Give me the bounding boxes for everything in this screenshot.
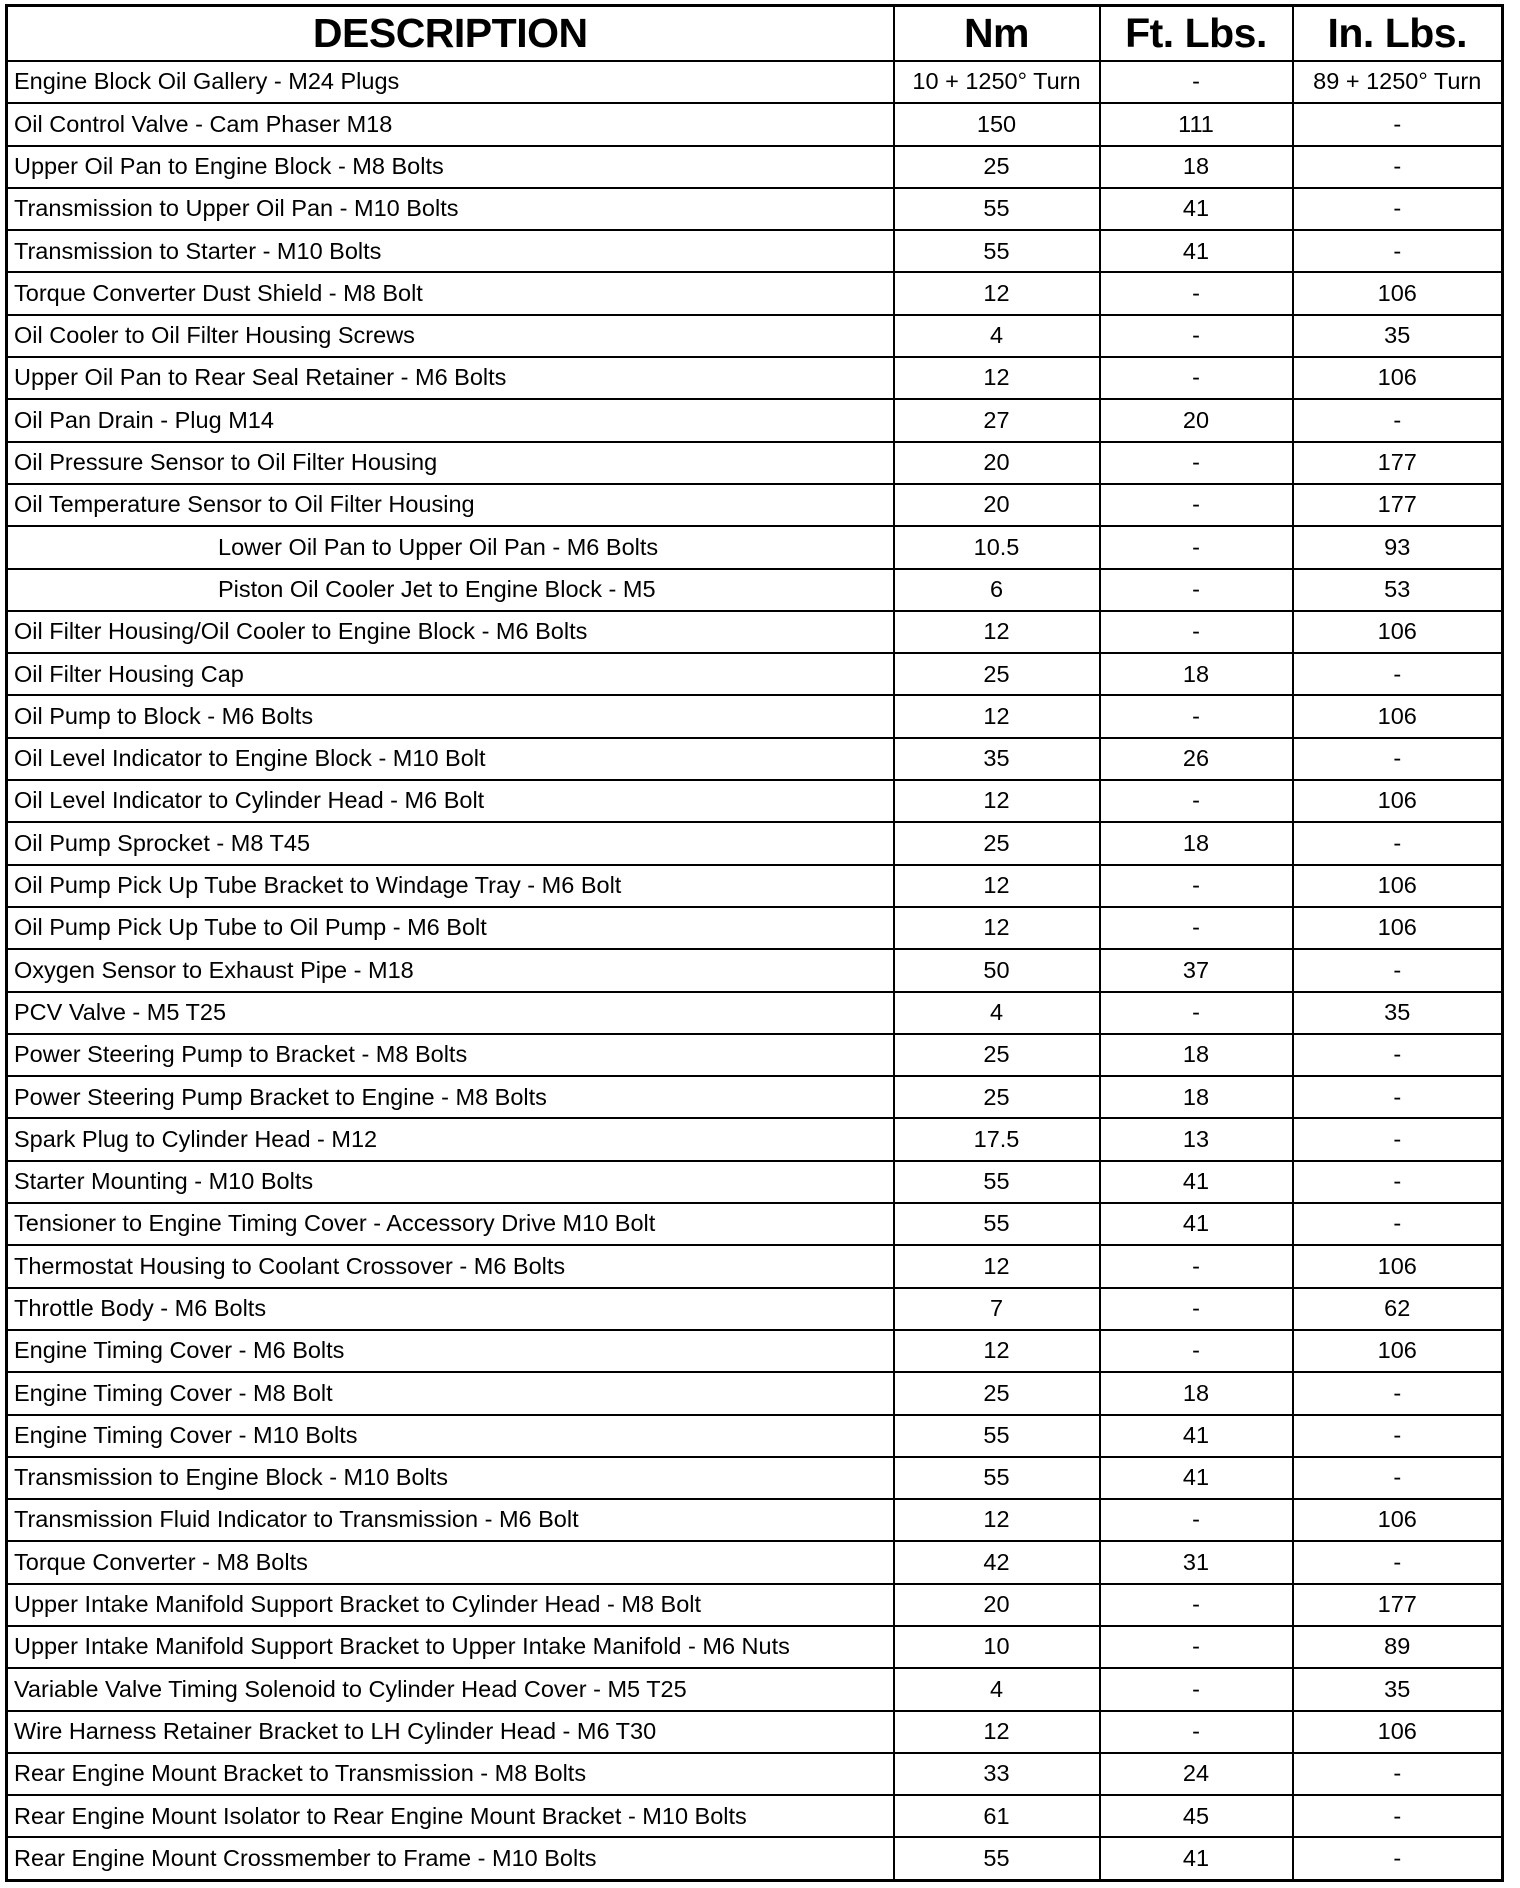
cell-nm: 25 [894, 653, 1100, 695]
cell-ft-lbs: - [1100, 484, 1293, 526]
cell-in-lbs: - [1293, 1457, 1503, 1499]
header-description: DESCRIPTION [7, 6, 894, 62]
table-row [7, 146, 1503, 188]
cell-ft-lbs: 41 [1100, 1415, 1293, 1457]
cell-description: Oil Pump Pick Up Tube to Oil Pump - M6 Bolt [7, 907, 894, 949]
cell-ft-lbs: 18 [1100, 146, 1293, 188]
cell-ft-lbs: - [1100, 1668, 1293, 1710]
cell-nm: 25 [894, 1372, 1100, 1414]
cell-description: Starter Mounting - M10 Bolts [7, 1161, 894, 1203]
cell-ft-lbs: - [1100, 865, 1293, 907]
table-row [7, 822, 1503, 864]
table-row [7, 1203, 1503, 1245]
cell-nm: 55 [894, 1161, 1100, 1203]
cell-ft-lbs: 26 [1100, 738, 1293, 780]
table-row [7, 357, 1503, 399]
cell-in-lbs: 89 [1293, 1626, 1503, 1668]
cell-ft-lbs: 111 [1100, 103, 1293, 145]
cell-ft-lbs: 24 [1100, 1753, 1293, 1795]
cell-description: Spark Plug to Cylinder Head - M12 [7, 1118, 894, 1160]
cell-nm: 12 [894, 357, 1100, 399]
table-row [7, 611, 1503, 653]
cell-nm: 12 [894, 865, 1100, 907]
cell-ft-lbs: - [1100, 1584, 1293, 1626]
cell-nm: 12 [894, 272, 1100, 314]
table-row [7, 1541, 1503, 1583]
cell-ft-lbs: - [1100, 780, 1293, 822]
table-row [7, 188, 1503, 230]
cell-description: Oil Level Indicator to Engine Block - M10 Bolt [7, 738, 894, 780]
table-row [7, 1118, 1503, 1160]
cell-description: Engine Timing Cover - M6 Bolts [7, 1330, 894, 1372]
cell-description: Oil Pump to Block - M6 Bolts [7, 695, 894, 737]
cell-ft-lbs: - [1100, 1245, 1293, 1287]
table-row [7, 1415, 1503, 1457]
cell-description: Transmission to Engine Block - M10 Bolts [7, 1457, 894, 1499]
torque-spec-table [5, 4, 1504, 1882]
cell-nm: 27 [894, 399, 1100, 441]
cell-in-lbs: - [1293, 653, 1503, 695]
table-row [7, 1372, 1503, 1414]
cell-in-lbs: - [1293, 399, 1503, 441]
cell-in-lbs: 106 [1293, 357, 1503, 399]
cell-nm: 35 [894, 738, 1100, 780]
cell-in-lbs: 62 [1293, 1288, 1503, 1330]
cell-description: Torque Converter - M8 Bolts [7, 1541, 894, 1583]
table-row [7, 1837, 1503, 1880]
cell-nm: 42 [894, 1541, 1100, 1583]
cell-nm: 12 [894, 1499, 1100, 1541]
cell-in-lbs: - [1293, 1837, 1503, 1880]
cell-description: Upper Oil Pan to Rear Seal Retainer - M6 Bolts [7, 357, 894, 399]
cell-nm: 12 [894, 695, 1100, 737]
cell-nm: 20 [894, 442, 1100, 484]
cell-description: Wire Harness Retainer Bracket to LH Cylinder Head - M6 T30 [7, 1711, 894, 1753]
cell-description: Oil Control Valve - Cam Phaser M18 [7, 103, 894, 145]
cell-in-lbs: 106 [1293, 907, 1503, 949]
cell-ft-lbs: 18 [1100, 653, 1293, 695]
table-row [7, 738, 1503, 780]
cell-ft-lbs: - [1100, 1499, 1293, 1541]
cell-description: Oxygen Sensor to Exhaust Pipe - M18 [7, 949, 894, 991]
cell-in-lbs: 106 [1293, 865, 1503, 907]
cell-nm: 12 [894, 780, 1100, 822]
table-row [7, 61, 1503, 103]
cell-nm: 4 [894, 1668, 1100, 1710]
cell-description: Power Steering Pump to Bracket - M8 Bolts [7, 1034, 894, 1076]
cell-nm: 25 [894, 1034, 1100, 1076]
cell-in-lbs: 106 [1293, 695, 1503, 737]
cell-ft-lbs: 18 [1100, 1076, 1293, 1118]
cell-description: Oil Filter Housing Cap [7, 653, 894, 695]
cell-description: PCV Valve - M5 T25 [7, 992, 894, 1034]
header-row [7, 6, 1503, 62]
cell-description: Oil Filter Housing/Oil Cooler to Engine Block - M6 Bolts [7, 611, 894, 653]
table-row [7, 103, 1503, 145]
table-row [7, 1584, 1503, 1626]
cell-nm: 55 [894, 1837, 1100, 1880]
cell-nm: 12 [894, 1245, 1100, 1287]
header-in-lbs: In. Lbs. [1293, 6, 1503, 62]
cell-ft-lbs: - [1100, 61, 1293, 103]
cell-ft-lbs: 20 [1100, 399, 1293, 441]
cell-ft-lbs: - [1100, 357, 1293, 399]
cell-description: Rear Engine Mount Crossmember to Frame - M10 Bolts [7, 1837, 894, 1880]
cell-in-lbs: - [1293, 146, 1503, 188]
cell-in-lbs: 106 [1293, 1245, 1503, 1287]
cell-nm: 55 [894, 1415, 1100, 1457]
table-row [7, 992, 1503, 1034]
cell-in-lbs: 177 [1293, 484, 1503, 526]
cell-ft-lbs: - [1100, 442, 1293, 484]
cell-nm: 12 [894, 1711, 1100, 1753]
table-row [7, 230, 1503, 272]
table-row [7, 272, 1503, 314]
table-row [7, 1795, 1503, 1837]
cell-nm: 4 [894, 315, 1100, 357]
table-row [7, 1753, 1503, 1795]
table-row [7, 907, 1503, 949]
cell-description: Oil Pump Sprocket - M8 T45 [7, 822, 894, 864]
cell-ft-lbs: 18 [1100, 1034, 1293, 1076]
table-row [7, 1668, 1503, 1710]
cell-in-lbs: 35 [1293, 992, 1503, 1034]
cell-description: Throttle Body - M6 Bolts [7, 1288, 894, 1330]
cell-ft-lbs: 18 [1100, 822, 1293, 864]
cell-ft-lbs: - [1100, 695, 1293, 737]
header-nm: Nm [894, 6, 1100, 62]
cell-nm: 61 [894, 1795, 1100, 1837]
cell-in-lbs: 177 [1293, 1584, 1503, 1626]
cell-nm: 20 [894, 484, 1100, 526]
cell-nm: 17.5 [894, 1118, 1100, 1160]
cell-description: Upper Intake Manifold Support Bracket to Cylinder Head - M8 Bolt [7, 1584, 894, 1626]
table-row [7, 695, 1503, 737]
cell-nm: 10.5 [894, 526, 1100, 568]
cell-description: Oil Temperature Sensor to Oil Filter Housing [7, 484, 894, 526]
cell-description: Torque Converter Dust Shield - M8 Bolt [7, 272, 894, 314]
cell-description: Thermostat Housing to Coolant Crossover - M6 Bolts [7, 1245, 894, 1287]
cell-description: Transmission to Starter - M10 Bolts [7, 230, 894, 272]
cell-ft-lbs: - [1100, 907, 1293, 949]
table-row [7, 1330, 1503, 1372]
cell-ft-lbs: - [1100, 272, 1293, 314]
cell-description: Power Steering Pump Bracket to Engine - M8 Bolts [7, 1076, 894, 1118]
table-row [7, 653, 1503, 695]
cell-description: Transmission Fluid Indicator to Transmission - M6 Bolt [7, 1499, 894, 1541]
cell-nm: 7 [894, 1288, 1100, 1330]
cell-in-lbs: - [1293, 1541, 1503, 1583]
cell-nm: 55 [894, 230, 1100, 272]
cell-nm: 50 [894, 949, 1100, 991]
table-row [7, 949, 1503, 991]
cell-description: Oil Pressure Sensor to Oil Filter Housing [7, 442, 894, 484]
table-row [7, 442, 1503, 484]
cell-in-lbs: 89 + 1250° Turn [1293, 61, 1503, 103]
cell-description: Engine Timing Cover - M8 Bolt [7, 1372, 894, 1414]
cell-in-lbs: - [1293, 822, 1503, 864]
cell-nm: 55 [894, 1457, 1100, 1499]
cell-in-lbs: 106 [1293, 1711, 1503, 1753]
cell-nm: 10 [894, 1626, 1100, 1668]
cell-nm: 25 [894, 146, 1100, 188]
cell-in-lbs: - [1293, 1753, 1503, 1795]
cell-in-lbs: 106 [1293, 1330, 1503, 1372]
cell-ft-lbs: 41 [1100, 1837, 1293, 1880]
cell-nm: 12 [894, 907, 1100, 949]
cell-description: Variable Valve Timing Solenoid to Cylinder Head Cover - M5 T25 [7, 1668, 894, 1710]
cell-in-lbs: 93 [1293, 526, 1503, 568]
cell-ft-lbs: 45 [1100, 1795, 1293, 1837]
cell-description: Oil Pan Drain - Plug M14 [7, 399, 894, 441]
cell-nm: 55 [894, 188, 1100, 230]
table-body [7, 61, 1503, 1880]
cell-ft-lbs: 41 [1100, 1457, 1293, 1499]
cell-in-lbs: - [1293, 1118, 1503, 1160]
header-ft-lbs: Ft. Lbs. [1100, 6, 1293, 62]
cell-in-lbs: - [1293, 949, 1503, 991]
cell-in-lbs: 35 [1293, 315, 1503, 357]
cell-nm: 4 [894, 992, 1100, 1034]
cell-description: Oil Cooler to Oil Filter Housing Screws [7, 315, 894, 357]
cell-ft-lbs: 41 [1100, 1161, 1293, 1203]
table-row [7, 1076, 1503, 1118]
cell-nm: 6 [894, 569, 1100, 611]
cell-in-lbs: - [1293, 1415, 1503, 1457]
cell-ft-lbs: - [1100, 526, 1293, 568]
cell-in-lbs: - [1293, 738, 1503, 780]
table-row [7, 1711, 1503, 1753]
cell-in-lbs: - [1293, 1795, 1503, 1837]
table-row [7, 1288, 1503, 1330]
table-row [7, 315, 1503, 357]
cell-description: Upper Intake Manifold Support Bracket to Upper Intake Manifold - M6 Nuts [7, 1626, 894, 1668]
table-row [7, 1499, 1503, 1541]
table-row [7, 1245, 1503, 1287]
table-row [7, 569, 1503, 611]
cell-ft-lbs: - [1100, 1711, 1293, 1753]
cell-in-lbs: 35 [1293, 1668, 1503, 1710]
cell-description: Engine Timing Cover - M10 Bolts [7, 1415, 894, 1457]
cell-description: Upper Oil Pan to Engine Block - M8 Bolts [7, 146, 894, 188]
cell-ft-lbs: - [1100, 1288, 1293, 1330]
cell-description: Transmission to Upper Oil Pan - M10 Bolts [7, 188, 894, 230]
cell-nm: 25 [894, 822, 1100, 864]
cell-nm: 20 [894, 1584, 1100, 1626]
cell-in-lbs: 177 [1293, 442, 1503, 484]
table-row [7, 526, 1503, 568]
cell-in-lbs: - [1293, 1161, 1503, 1203]
table-row [7, 1161, 1503, 1203]
cell-nm: 25 [894, 1076, 1100, 1118]
table-row [7, 1034, 1503, 1076]
cell-description: Lower Oil Pan to Upper Oil Pan - M6 Bolts [7, 526, 894, 568]
cell-ft-lbs: - [1100, 1626, 1293, 1668]
cell-description: Rear Engine Mount Isolator to Rear Engine Mount Bracket - M10 Bolts [7, 1795, 894, 1837]
table-row [7, 780, 1503, 822]
cell-description: Oil Pump Pick Up Tube Bracket to Windage Tray - M6 Bolt [7, 865, 894, 907]
cell-in-lbs: 106 [1293, 611, 1503, 653]
cell-ft-lbs: 31 [1100, 1541, 1293, 1583]
cell-ft-lbs: 41 [1100, 1203, 1293, 1245]
cell-in-lbs: - [1293, 1076, 1503, 1118]
cell-in-lbs: 106 [1293, 1499, 1503, 1541]
cell-nm: 55 [894, 1203, 1100, 1245]
cell-description: Engine Block Oil Gallery - M24 Plugs [7, 61, 894, 103]
cell-ft-lbs: - [1100, 992, 1293, 1034]
cell-in-lbs: 53 [1293, 569, 1503, 611]
cell-ft-lbs: 18 [1100, 1372, 1293, 1414]
cell-ft-lbs: - [1100, 611, 1293, 653]
cell-in-lbs: - [1293, 1034, 1503, 1076]
cell-description: Rear Engine Mount Bracket to Transmission - M8 Bolts [7, 1753, 894, 1795]
cell-in-lbs: - [1293, 1372, 1503, 1414]
cell-ft-lbs: - [1100, 569, 1293, 611]
cell-ft-lbs: - [1100, 315, 1293, 357]
cell-in-lbs: 106 [1293, 272, 1503, 314]
cell-nm: 10 + 1250° Turn [894, 61, 1100, 103]
cell-nm: 150 [894, 103, 1100, 145]
cell-ft-lbs: - [1100, 1330, 1293, 1372]
cell-in-lbs: - [1293, 103, 1503, 145]
cell-in-lbs: - [1293, 230, 1503, 272]
table-row [7, 484, 1503, 526]
cell-description: Tensioner to Engine Timing Cover - Accessory Drive M10 Bolt [7, 1203, 894, 1245]
table-row [7, 1457, 1503, 1499]
cell-in-lbs: - [1293, 1203, 1503, 1245]
cell-ft-lbs: 41 [1100, 188, 1293, 230]
cell-nm: 12 [894, 1330, 1100, 1372]
cell-in-lbs: - [1293, 188, 1503, 230]
cell-description: Oil Level Indicator to Cylinder Head - M6 Bolt [7, 780, 894, 822]
cell-in-lbs: 106 [1293, 780, 1503, 822]
table-row [7, 399, 1503, 441]
cell-nm: 12 [894, 611, 1100, 653]
cell-ft-lbs: 37 [1100, 949, 1293, 991]
cell-ft-lbs: 13 [1100, 1118, 1293, 1160]
cell-ft-lbs: 41 [1100, 230, 1293, 272]
table-row [7, 865, 1503, 907]
cell-description: Piston Oil Cooler Jet to Engine Block - M5 [7, 569, 894, 611]
cell-nm: 33 [894, 1753, 1100, 1795]
table-row [7, 1626, 1503, 1668]
